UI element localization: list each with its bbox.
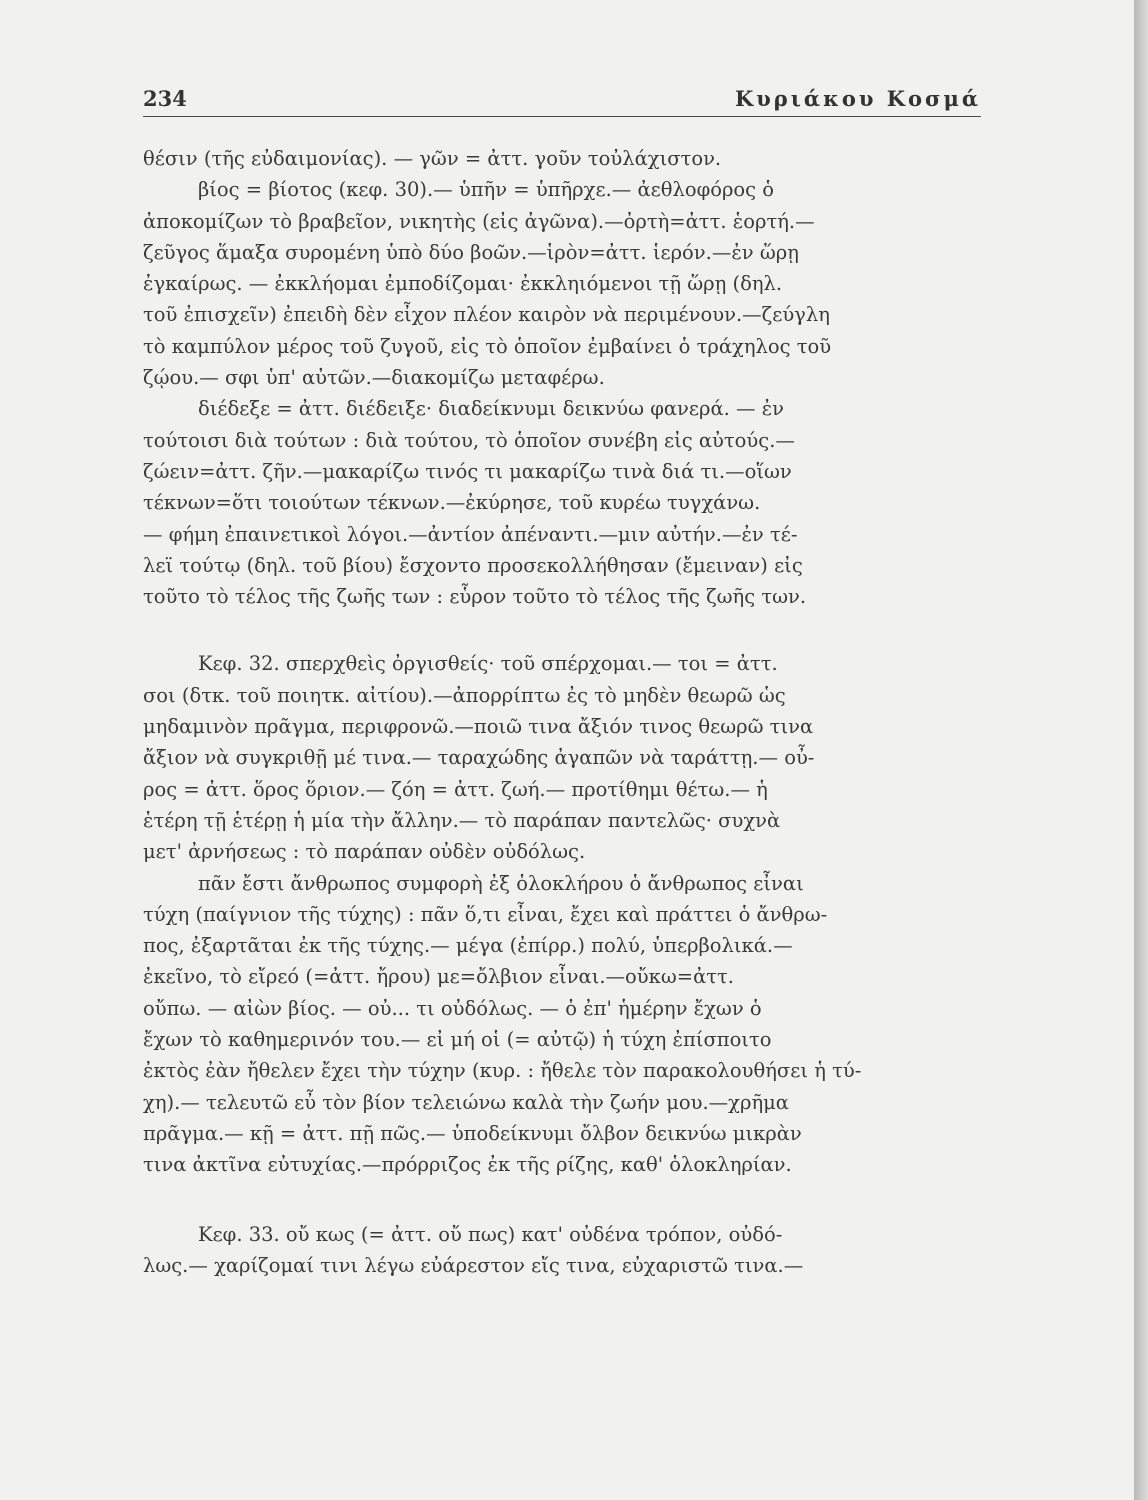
text-line: ρος = ἀττ. ὅρος ὅριον.— ζόη = ἀττ. ζωή.— προτίθημι θέτω.— ἡ	[143, 777, 768, 801]
text-line: τοῦτο τὸ τέλος τῆς ζωῆς των : εὗρον τοῦτο τὸ τέλος τῆς ζωῆς των.	[143, 585, 807, 609]
running-title: Κυριάκου Κοσμά	[734, 86, 981, 111]
paragraph-chapter-32	[143, 648, 981, 1180]
text-line: λως.— χαρίζομαί τινι λέγω εὐάρεστον εἴς τινα, εὐχαριστῶ τινα.—	[143, 1253, 804, 1277]
text-line: τύχη (παίγνιον τῆς τύχης) : πᾶν ὅ,τι εἶναι, ἔχει καὶ πράττει ὁ ἄνθρω-	[143, 902, 828, 926]
text-line: ἑτέρη τῇ ἑτέρῃ ἡ μία τὴν ἄλλην.— τὸ παράπαν παντελῶς· συχνὰ	[143, 808, 781, 832]
text-line: μετ' ἀρνήσεως : τὸ παράπαν οὐδὲν οὐδόλως.	[143, 840, 586, 864]
text-line: μηδαμινὸν πρᾶγμα, περιφρονῶ.—ποιῶ τινα ἄξιόν τινος θεωρῶ τινα	[143, 715, 814, 739]
text-line: χη).— τελευτῶ εὖ τὸν βίον τελειώνω καλὰ τὴν ζωήν μου.—χρῆμα	[143, 1090, 789, 1114]
text-line: ἐκτὸς ἐὰν ἤθελεν ἔχει τὴν τύχην (κυρ. : ἤθελε τὸν παρακολουθήσει ἡ τύ-	[143, 1059, 862, 1083]
text-line: ἐγκαίρως. — ἐκκλήομαι ἐμποδίζομαι· ἐκκληιόμενοι τῇ ὥρῃ (δηλ.	[143, 272, 783, 296]
text-line: ζεῦγος ἅμαξα συρομένη ὑπὸ δύο βοῶν.—ἱρὸν=ἀττ. ἱερόν.—ἐν ὥρῃ	[143, 240, 799, 264]
text-line: σοι (δτκ. τοῦ ποιητκ. αἰτίου).—ἀπορρίπτω ἐς τὸ μηδὲν θεωρῶ ὡς	[143, 683, 786, 707]
text-line: ἔχων τὸ καθημερινόν του.— εἰ μή οἱ (= αὐτῷ) ἡ τύχη ἐπίσποιτο	[143, 1028, 772, 1052]
text-line: τέκνων=ὅτι τοιούτων τέκνων.—ἐκύρησε, τοῦ κυρέω τυγχάνω.	[143, 491, 761, 515]
text-line: τὸ καμπύλον μέρος τοῦ ζυγοῦ, εἰς τὸ ὁποῖον ἐμβαίνει ὁ τράχηλος τοῦ	[143, 334, 832, 358]
text-line: τινα ἀκτῖνα εὐτυχίας.—πρόρριζος ἐκ τῆς ρίζης, καθ' ὁλοκληρίαν.	[143, 1153, 792, 1177]
text-line: ζώειν=ἀττ. ζῆν.—μακαρίζω τινός τι μακαρίζω τινὰ διά τι.—οἵων	[143, 459, 792, 483]
text-line: πος, ἐξαρτᾶται ἐκ τῆς τύχης.— μέγα (ἐπίρρ.) πολύ, ὑπερβολικά.—	[143, 934, 793, 958]
text-line: τούτοισι διὰ τούτων : διὰ τούτου, τὸ ὁποῖον συνέβη εἰς αὐτούς.—	[143, 428, 795, 452]
text-line: διέδεξε = ἀττ. διέδειξε· διαδείκνυμι δεικνύω φανερά. — ἐν	[198, 397, 785, 421]
text-line: ἀποκομίζων τὸ βραβεῖον, νικητὴς (εἰς ἀγῶνα).—ὀρτὴ=ἀττ. ἑορτή.—	[143, 209, 815, 233]
text-line: τοῦ ἐπισχεῖν) ἐπειδὴ δὲν εἶχον πλέον καιρὸν νὰ περιμένουν.—ζεύγλη	[143, 303, 830, 327]
text-line: οὔπω. — αἰὼν βίος. — οὐ... τι οὐδόλως. — ὁ ἐπ' ἡμέρην ἔχων ὁ	[143, 996, 762, 1020]
page-edge	[1134, 0, 1148, 1500]
page-number: 234	[143, 86, 187, 111]
text-line: λεϊ τούτῳ (δηλ. τοῦ βίου) ἔσχοντο προσεκολλήθησαν (ἔμειναν) εἰς	[143, 553, 803, 577]
text-line: πρᾶγμα.— κῇ = ἀττ. πῇ πῶς.— ὑποδείκνυμι ὄλβον δεικνύω μικρὰν	[143, 1121, 802, 1145]
text-line: θέσιν (τῆς εὐδαιμονίας). — γῶν = ἀττ. γοῦν τοὐλάχιστον.	[143, 147, 722, 170]
text-line: βίος = βίοτος (κεφ. 30).— ὑπῆν = ὑπῆρχε.— ἀεθλοφόρος ὁ	[198, 178, 775, 202]
page-header	[143, 86, 981, 117]
paragraph-chapter-33	[143, 1219, 981, 1282]
text-line: ἄξιον νὰ συγκριθῇ μέ τινα.— ταραχώδης ἀγαπῶν νὰ ταράττῃ.— οὖ-	[143, 746, 815, 770]
text-line: Κεφ. 33. οὔ κως (= ἀττ. οὔ πως) κατ' οὐδένα τρόπον, οὐδό-	[198, 1222, 783, 1246]
body-text	[143, 143, 981, 1281]
text-line: ἐκεῖνο, τὸ εἴρεό (=ἀττ. ἤρου) με=ὄλβιον εἶναι.—οὔκω=ἀττ.	[143, 965, 735, 989]
paragraph-1	[143, 143, 981, 612]
text-line: πᾶν ἔστι ἄνθρωπος συμφορὴ ἐξ ὁλοκλήρου ὁ ἄνθρωπος εἶναι	[198, 871, 804, 895]
text-line: Κεφ. 32. σπερχθεὶς ὀργισθείς· τοῦ σπέρχομαι.— τοι = ἀττ.	[198, 652, 778, 676]
text-line: — φήμη ἐπαινετικοὶ λόγοι.—ἀντίον ἀπέναντι.—μιν αὐτήν.—ἐν τέ-	[143, 522, 798, 546]
text-line: ζῴου.— σφι ὑπ' αὐτῶν.—διακομίζω μεταφέρω.	[143, 366, 605, 390]
